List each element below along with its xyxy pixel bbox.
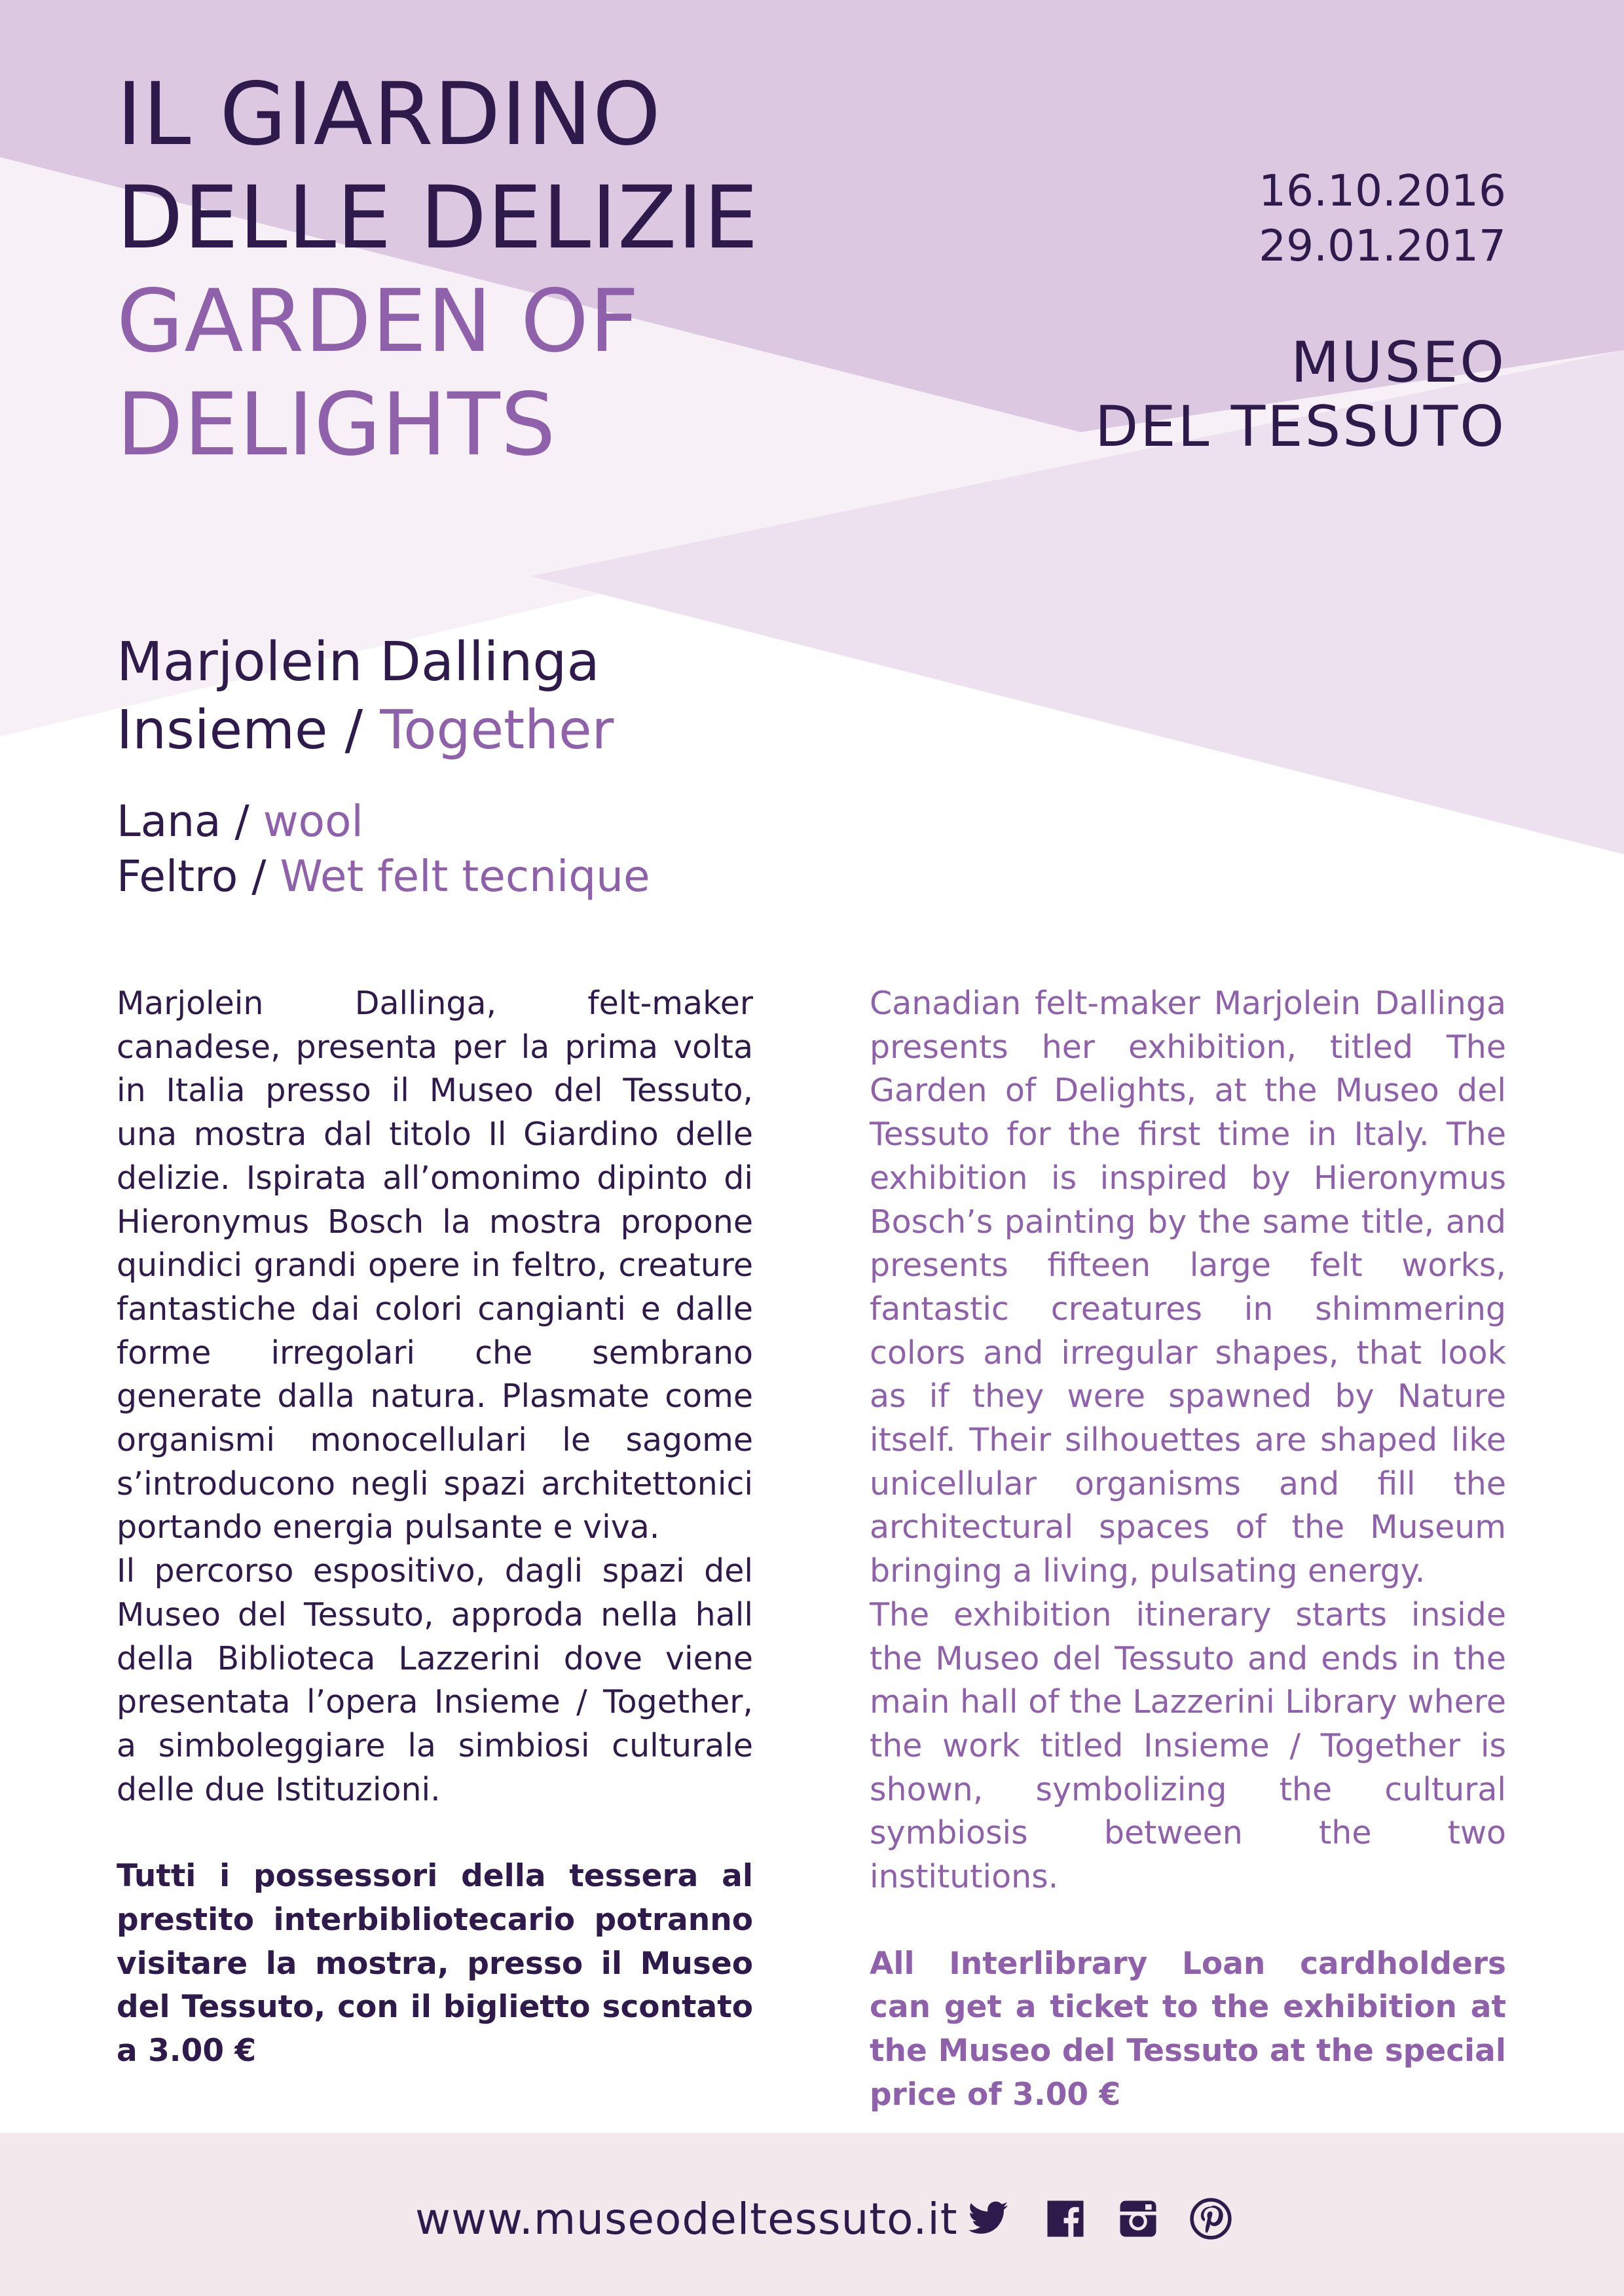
material-2-italian: Feltro [117,851,238,902]
material-2-separator: / [238,851,280,902]
museum-name-line-1: MUSEO [1291,330,1506,395]
italian-text-column [117,982,753,2073]
exhibition-title [117,63,759,477]
artist-name: Marjolein Dallinga [117,631,600,693]
pinterest-icon[interactable] [1189,2197,1232,2240]
material-2-english: Wet felt tecnique [280,851,650,902]
italian-ticket-notice: Tutti i possessori della tessera al prestito interbibliotecario potranno visitare la mostra, presso il Museo del Tessuto, con il biglietto scontato a 3.00 € [117,1858,753,2069]
twitter-icon[interactable] [967,2197,1010,2240]
website-link[interactable]: www.museodeltessuto.it [415,2194,958,2244]
english-paragraph-2: The exhibition itinerary starts inside the Museo del Tessuto and ends in the main hall of the Lazzerini Library where the work titled Insieme / Together is shown, symbolizing the cultural symbiosis between the two institutions. [870,1595,1506,1896]
facebook-icon[interactable] [1044,2197,1087,2240]
start-date: 16.10.2016 [1259,166,1506,216]
english-text-column [870,982,1506,2117]
english-paragraph-1: Canadian felt-maker Marjolein Dallinga presents her exhibition, titled The Garden of Delights, at the Museo del Tessuto for the first time in Italy. The exhibition is inspired by Hieronymus Bosch’s painting by the same title, and presents fifteen large felt works, fantastic creatures in shimmering colors and irregular shapes, that look as if they were spawned by Nature itself. Their silhouettes are shaped like unicellular organisms and fill the architectural spaces of the Museum bringing a living, pulsating energy. [870,985,1506,1590]
italian-paragraph-1: Marjolein Dallinga, felt-maker canadese, presenta per la prima volta in Italia presso il Museo del Tessuto, una mostra dal titolo Il Giardino delle delizie. Ispirata all’omonimo dipinto di Hieronymus Bosch la mostra propone quindici grandi opere in feltro, creature fantastiche dai colori cangianti e dalle forme irregolari che sembrano generate dalla natura. Plasmate come organismi monocellulari le sagome s’introducono negli spazi architettonici portando energia pulsante e viva. [117,985,753,1546]
material-1-separator: / [221,796,263,847]
material-1-english: wool [263,796,363,847]
material-row-1 [117,794,650,849]
end-date: 29.01.2017 [1259,221,1506,271]
material-1-italian: Lana [117,796,221,847]
exhibition-dates [1259,164,1506,274]
materials-list [117,794,650,904]
artwork-title-italian: Insieme [117,699,328,761]
artwork-heading [117,629,614,765]
artwork-title-english: Together [380,699,614,761]
material-row-2 [117,849,650,904]
title-english-line-1: GARDEN OF [117,271,640,372]
title-italian-line-2: DELLE DELIZIE [117,168,759,268]
title-english-line-2: DELIGHTS [117,374,557,475]
english-ticket-notice: All Interlibrary Loan cardholders can get a ticket to the exhibition at the Museo del Tessuto at the special price of 3.00 € [870,1945,1506,2113]
museum-name-line-2: DEL TESSUTO [1094,394,1506,460]
museum-name [1095,331,1506,459]
title-separator: / [327,699,380,761]
artwork-title [117,697,614,765]
instagram-icon[interactable] [1116,2197,1160,2240]
italian-paragraph-2: Il percorso espositivo, dagli spazi del Museo del Tessuto, approda nella hall della Biblioteca Lazzerini dove viene presentata l’opera Insieme / Together, a simboleggiare la simbiosi culturale delle due Istituzioni. [117,1552,753,1808]
title-italian-line-1: IL GIARDINO [117,64,661,165]
